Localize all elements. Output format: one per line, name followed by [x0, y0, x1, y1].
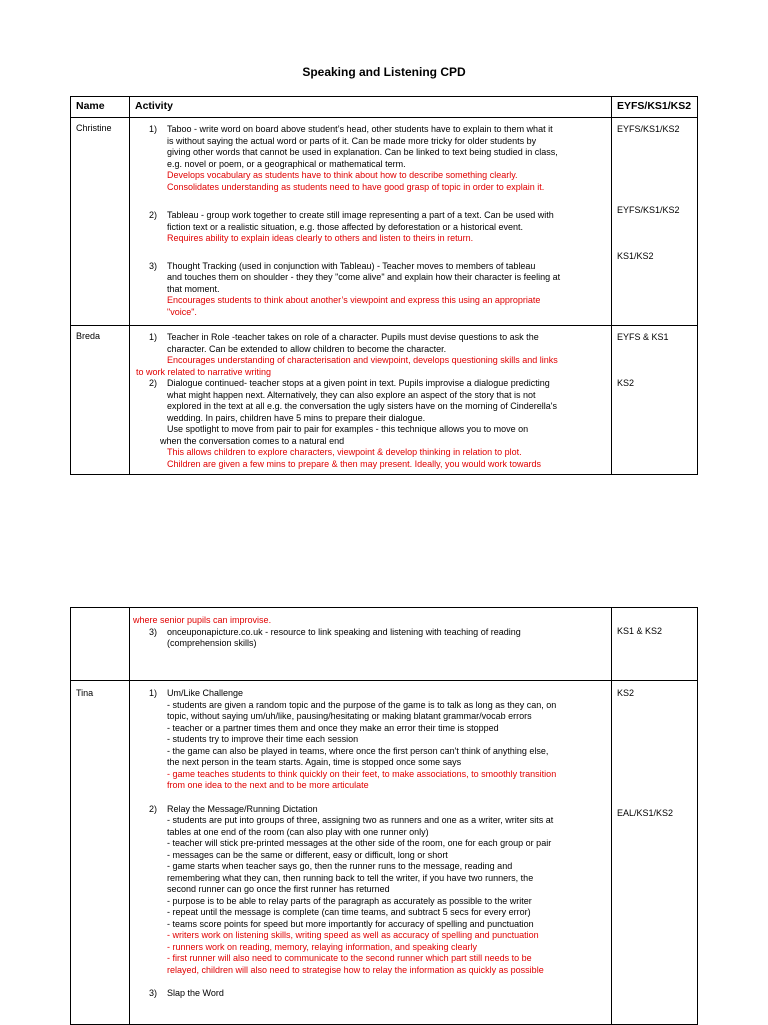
list-item: 2) Relay the Message/Running Dictation - students are put into groups of three, assigning two as runners and one as a writer, writer sits at tables at one end of the room (can also play with one runner only) - teacher will stick pre-printed messages at the other side of the room, one for each group or pair - messages can be the same or different, easy or difficult, long or short - game starts when teacher says go, then the runner runs to the message, reading and remembering what they can, then running back to tell the writer, if you have two runners, the second runner can go once the first runner has returned - purpose is to be able to relay parts of the paragraph as accurately as possible to the writer - repeat until the message is complete (can time teams, and subtract 5 secs for every error) - teams score points for speed but more importantly for accuracy of spelling and punctuation - writers work on listening skills, writing speed as well as accuracy of spelling and punctuation - runners work on reading, memory, relaying information, and speaking clearly - first runner will also need to communicate to the second runner which part still needs to be relayed, children will also need to strategise how to relay the information as quickly as possible — [149, 803, 554, 975]
list-item: 1) Taboo - write word on board above student’s head, other students have to explain to them what it is without saying the actual word or parts of it. Can be made more tricky for older students by giving other words that cannot be used in explanation. Can be linked to text being studied in class, e.g. novel or poem, or a geographical or mathematical term. Develops vocabulary as students have to think about how to describe something clearly. Consolidates understanding as students need to have good grasp of topic in order to explain it. — [149, 124, 558, 192]
list-item: 1) Um/Like Challenge - students are given a random topic and the purpose of the game is to talk as long as they can, on topic, without saying um/uh/like, pausing/hesitating or making blatant grammar/vocab errors - teacher or a partner times them and once they make an error their time is stopped - students try to improve their time each session - the game can also be played in teams, where once the first person can't think of anything else, the next person in the team starts. Again, time is stopped once some says - game teaches students to think quickly on their feet, to make associations, to smoothly transition from one idea to the next and to be more articulate — [149, 688, 557, 790]
activity-cell — [130, 118, 612, 326]
activity-cell — [130, 681, 612, 1025]
list-item: 2) Dialogue continued- teacher stops at a given point in text. Pupils improvise a dialogue predicting what might happen next. Alternatively, they can also explore an aspect of the story that is not explored in the text at all e.g. the conversation the ugly sisters have on the morning of Cinderella's wedding. In pairs, children have 5 mins to prepare their dialogue. — [149, 378, 557, 423]
name-cell: Tina — [71, 681, 130, 1025]
level-label: KS1 & KS2 — [617, 626, 663, 636]
level-cell — [612, 608, 698, 681]
name-cell — [71, 608, 130, 681]
level-label: KS2 — [617, 688, 635, 698]
list-item: 3) Thought Tracking (used in conjunction with Tableau) - Teacher moves to members of tableau and touches them on shoulder - they they "come alive" and explain how their character is feeling at that moment. Encourages students to think about another’s viewpoint and express this using an appropriate "voice". — [149, 260, 561, 317]
header-level: EYFS/KS1/KS2 — [612, 97, 698, 118]
level-cell — [612, 681, 698, 1025]
header-activity: Activity — [130, 97, 612, 118]
name-cell: Breda — [71, 326, 130, 475]
page-title: Speaking and Listening CPD — [302, 65, 466, 79]
level-label: KS2 — [617, 378, 635, 388]
cpd-table-page1 — [70, 96, 698, 475]
level-label: EYFS & KS1 — [617, 332, 669, 342]
level-label: EYFS/KS1/KS2 — [617, 124, 680, 134]
list-item: 3) Slap the Word — [149, 988, 224, 998]
level-label: EYFS/KS1/KS2 — [617, 205, 680, 215]
list-item: 1) Teacher in Role -teacher takes on role of a character. Pupils must devise questions to ask the character. Can be extended to allow children to become the character. Encourages understanding of characterisation and viewpoint, develops questioning skills and links — [149, 332, 558, 365]
red-note: where senior pupils can improvise. — [133, 615, 272, 625]
red-note: Children are given a few mins to prepare & then may present. Ideally, you would work towards — [167, 458, 542, 469]
red-note: This allows children to explore characters, viewpoint & develop thinking in relation to plot. — [167, 447, 522, 457]
activity-cell — [130, 608, 612, 681]
header-name: Name — [71, 97, 130, 118]
table-row-tina — [71, 681, 698, 1025]
level-label: KS1/KS2 — [617, 251, 654, 261]
table-row-breda — [71, 326, 698, 475]
activity-cell — [130, 326, 612, 475]
level-label: EAL/KS1/KS2 — [617, 808, 674, 818]
table-row-christine — [71, 118, 698, 326]
level-cell — [612, 326, 698, 475]
table-header-row — [71, 97, 698, 118]
spotlight-note: Use spotlight to move from pair to pair for examples - this technique allows you to move on — [167, 424, 529, 434]
spotlight-note: when the conversation comes to a natural end — [160, 435, 345, 446]
list-item: 3) onceuponapicture.co.uk - resource to link speaking and listening with teaching of reading (comprehension skills) — [149, 626, 521, 648]
name-cell: Christine — [71, 118, 130, 326]
red-note: to work related to narrative writing — [136, 366, 272, 377]
level-cell — [612, 118, 698, 326]
table-row-continued — [71, 608, 698, 681]
cpd-table-page2 — [70, 607, 698, 1025]
list-item: 2) Tableau - group work together to create still image representing a part of a text. Can be used with fiction text or a realistic situation, e.g. those affected by deforestation or a historical event. Requires ability to explain ideas clearly to others and listen to theirs in return. — [149, 210, 554, 243]
